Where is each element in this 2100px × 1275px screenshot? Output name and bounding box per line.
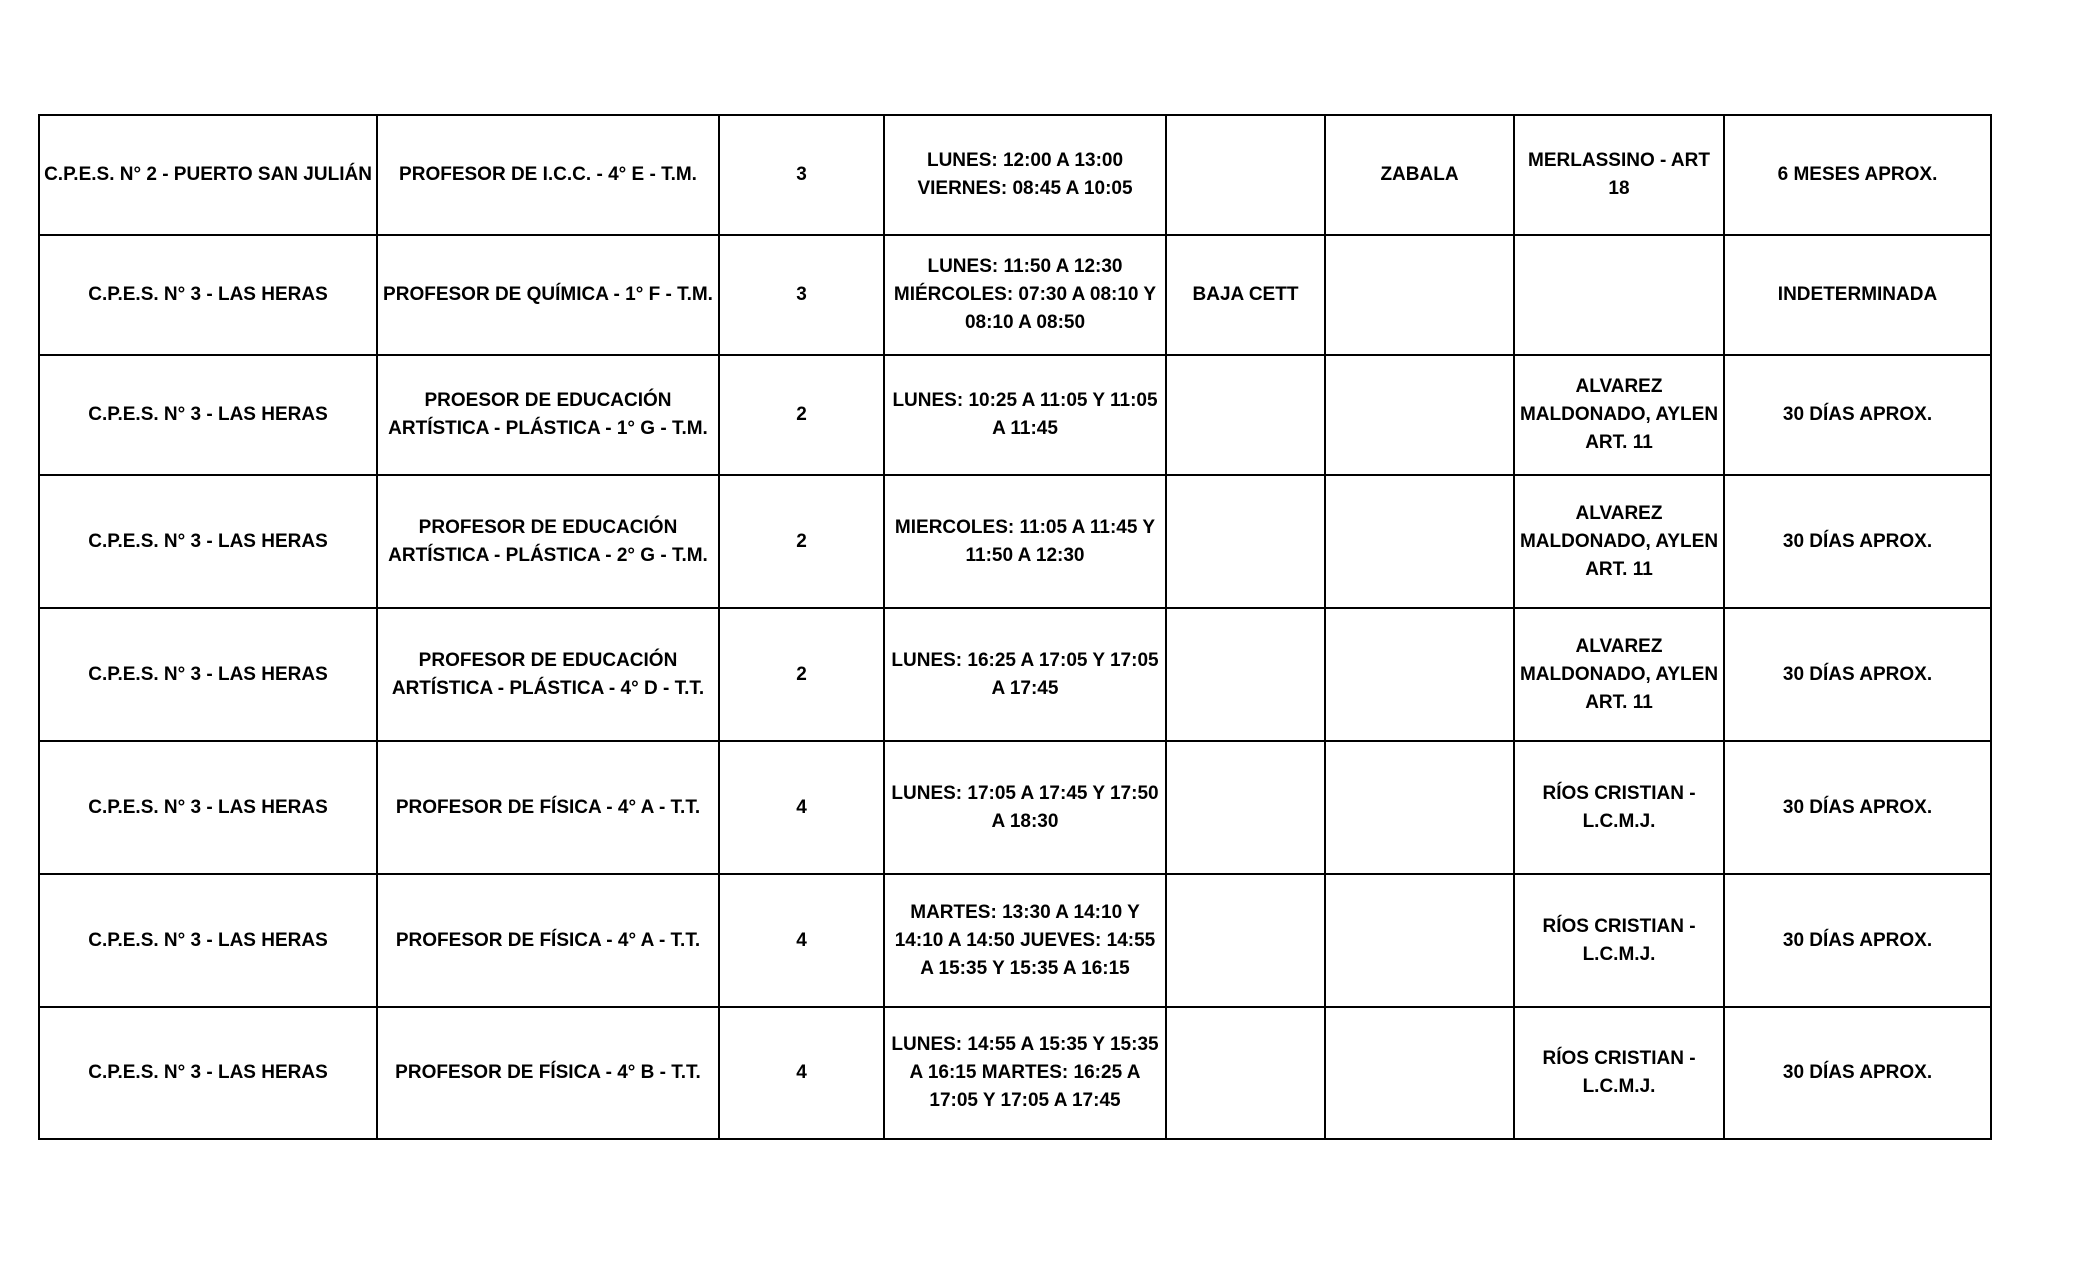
note-cell: BAJA CETT xyxy=(1166,235,1325,355)
substitute-cell xyxy=(1325,475,1514,608)
school-cell: C.P.E.S. N° 3 - LAS HERAS xyxy=(39,235,377,355)
duration-cell: 30 DÍAS APROX. xyxy=(1724,874,1991,1007)
hours-cell: 4 xyxy=(719,1007,884,1139)
position-cell: PROESOR DE EDUCACIÓN ARTÍSTICA - PLÁSTICA - 1° G - T.M. xyxy=(377,355,719,475)
holder-cell: ALVAREZ MALDONADO, AYLEN ART. 11 xyxy=(1514,355,1724,475)
note-cell xyxy=(1166,741,1325,874)
table-row xyxy=(39,741,1991,874)
hours-cell: 2 xyxy=(719,355,884,475)
table-row xyxy=(39,608,1991,741)
holder-cell: ALVAREZ MALDONADO, AYLEN ART. 11 xyxy=(1514,475,1724,608)
hours-cell: 4 xyxy=(719,874,884,1007)
holder-cell: RÍOS CRISTIAN - L.C.M.J. xyxy=(1514,741,1724,874)
note-cell xyxy=(1166,1007,1325,1139)
schedule-cell: LUNES: 16:25 A 17:05 Y 17:05 A 17:45 xyxy=(884,608,1166,741)
table-row xyxy=(39,1007,1991,1139)
school-cell: C.P.E.S. N° 3 - LAS HERAS xyxy=(39,874,377,1007)
school-cell: C.P.E.S. N° 3 - LAS HERAS xyxy=(39,1007,377,1139)
duration-cell: 6 MESES APROX. xyxy=(1724,115,1991,235)
duration-cell: 30 DÍAS APROX. xyxy=(1724,355,1991,475)
duration-cell: 30 DÍAS APROX. xyxy=(1724,475,1991,608)
holder-cell: RÍOS CRISTIAN - L.C.M.J. xyxy=(1514,874,1724,1007)
school-cell: C.P.E.S. N° 3 - LAS HERAS xyxy=(39,355,377,475)
substitute-cell: ZABALA xyxy=(1325,115,1514,235)
note-cell xyxy=(1166,874,1325,1007)
holder-cell: ALVAREZ MALDONADO, AYLEN ART. 11 xyxy=(1514,608,1724,741)
duration-cell: 30 DÍAS APROX. xyxy=(1724,1007,1991,1139)
schedule-cell: LUNES: 12:00 A 13:00 VIERNES: 08:45 A 10:05 xyxy=(884,115,1166,235)
table-row xyxy=(39,235,1991,355)
hours-cell: 2 xyxy=(719,608,884,741)
position-cell: PROFESOR DE FÍSICA - 4° B - T.T. xyxy=(377,1007,719,1139)
school-cell: C.P.E.S. N° 3 - LAS HERAS xyxy=(39,475,377,608)
holder-cell: RÍOS CRISTIAN - L.C.M.J. xyxy=(1514,1007,1724,1139)
substitute-cell xyxy=(1325,608,1514,741)
table-row xyxy=(39,475,1991,608)
schedule-cell: LUNES: 17:05 A 17:45 Y 17:50 A 18:30 xyxy=(884,741,1166,874)
substitute-cell xyxy=(1325,874,1514,1007)
school-cell: C.P.E.S. N° 3 - LAS HERAS xyxy=(39,608,377,741)
substitute-cell xyxy=(1325,1007,1514,1139)
school-cell: C.P.E.S. N° 3 - LAS HERAS xyxy=(39,741,377,874)
note-cell xyxy=(1166,608,1325,741)
position-cell: PROFESOR DE FÍSICA - 4° A - T.T. xyxy=(377,874,719,1007)
note-cell xyxy=(1166,475,1325,608)
substitute-cell xyxy=(1325,355,1514,475)
schedule-cell: LUNES: 10:25 A 11:05 Y 11:05 A 11:45 xyxy=(884,355,1166,475)
schedule-cell: MARTES: 13:30 A 14:10 Y 14:10 A 14:50 JUEVES: 14:55 A 15:35 Y 15:35 A 16:15 xyxy=(884,874,1166,1007)
vacancy-table xyxy=(38,114,1992,1140)
duration-cell: 30 DÍAS APROX. xyxy=(1724,608,1991,741)
position-cell: PROFESOR DE QUÍMICA - 1° F - T.M. xyxy=(377,235,719,355)
holder-cell: MERLASSINO - ART 18 xyxy=(1514,115,1724,235)
position-cell: PROFESOR DE I.C.C. - 4° E - T.M. xyxy=(377,115,719,235)
note-cell xyxy=(1166,355,1325,475)
position-cell: PROFESOR DE FÍSICA - 4° A - T.T. xyxy=(377,741,719,874)
substitute-cell xyxy=(1325,235,1514,355)
duration-cell: INDETERMINADA xyxy=(1724,235,1991,355)
schedule-cell: LUNES: 11:50 A 12:30 MIÉRCOLES: 07:30 A 08:10 Y 08:10 A 08:50 xyxy=(884,235,1166,355)
school-cell: C.P.E.S. N° 2 - PUERTO SAN JULIÁN xyxy=(39,115,377,235)
substitute-cell xyxy=(1325,741,1514,874)
table-row xyxy=(39,874,1991,1007)
table-row xyxy=(39,355,1991,475)
table-row xyxy=(39,115,1991,235)
hours-cell: 2 xyxy=(719,475,884,608)
schedule-cell: LUNES: 14:55 A 15:35 Y 15:35 A 16:15 MARTES: 16:25 A 17:05 Y 17:05 A 17:45 xyxy=(884,1007,1166,1139)
schedule-cell: MIERCOLES: 11:05 A 11:45 Y 11:50 A 12:30 xyxy=(884,475,1166,608)
hours-cell: 3 xyxy=(719,235,884,355)
hours-cell: 4 xyxy=(719,741,884,874)
holder-cell xyxy=(1514,235,1724,355)
duration-cell: 30 DÍAS APROX. xyxy=(1724,741,1991,874)
hours-cell: 3 xyxy=(719,115,884,235)
note-cell xyxy=(1166,115,1325,235)
position-cell: PROFESOR DE EDUCACIÓN ARTÍSTICA - PLÁSTICA - 2° G - T.M. xyxy=(377,475,719,608)
position-cell: PROFESOR DE EDUCACIÓN ARTÍSTICA - PLÁSTICA - 4° D - T.T. xyxy=(377,608,719,741)
